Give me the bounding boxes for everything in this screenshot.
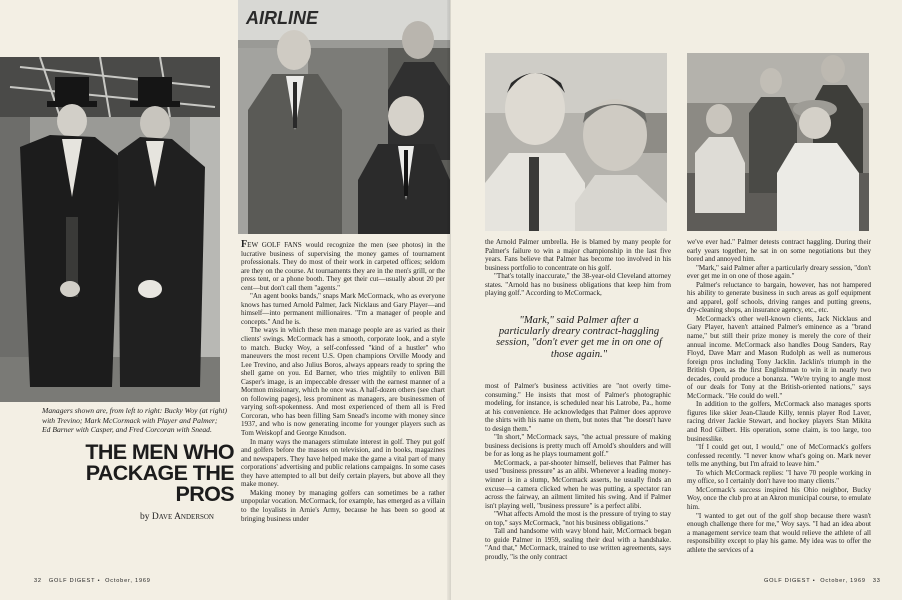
airline-sign: AIRLINE bbox=[246, 8, 318, 28]
right-page bbox=[451, 0, 902, 600]
article-column-2 bbox=[485, 238, 671, 298]
paragraph-18: "If I could get out, I would," one of McCormack's golfers confessed recently. "I never know what's going on. Mark never tells me anything, but I'm afraid to leave him." bbox=[687, 443, 871, 469]
paragraph-2: "An agent books bands," snaps Mark McCormack, who as everyone knows has turned Arnold Palmer, Jack Nicklaus and Gary Player—and himself—into permanent millionaires. "I'm a manager of people and concepts." And he is. bbox=[241, 292, 445, 326]
left-folio: 32 GOLF DIGEST • October, 1969 bbox=[34, 578, 151, 584]
paragraph-16: McCormack's other well-known clients, Jack Nicklaus and Gary Player, haven't attained Palmer's eminence as a "brand name," but still their prize money is merely the core of their annual income. McCormack also handles Doug Sanders, Ray Floyd, Dave Marr and Mason Rudolph as well as numerous foreign pros including Tony Jacklin. Jacklin's triumph in the British Open, as the first Englishman to win it in nearly two decades, could produce a bonanza. "We're trying to angle most of our deals for Tony at the British-oriented nations," says McCormack. "He could do well." bbox=[687, 314, 871, 400]
page-number: 33 bbox=[872, 578, 881, 584]
paragraph-21: "I wanted to get out of the golf shop because there wasn't enough challenge there for me," Woy says. "I had an idea about a management service team that would relieve the athlete of all responsibility except to play his game. My idea was to offer the athlete the services of a bbox=[687, 511, 871, 554]
magazine-name: GOLF DIGEST bbox=[764, 578, 811, 584]
issue-date: October, 1969 bbox=[105, 578, 151, 584]
magazine-name: GOLF DIGEST bbox=[48, 578, 96, 584]
paragraph-15: Palmer's reluctance to bargain, however, has not hampered his ability to generate business in such areas as golf equipment and apparel, golf schools, driving ranges and putting greens, dry-cleaning shops, an insurance agency, etc., etc. bbox=[687, 280, 871, 315]
issue-date: October, 1969 bbox=[820, 578, 866, 584]
byline bbox=[140, 512, 240, 522]
paragraph-13: we've ever had." Palmer detests contract haggling. During their early years together, he sat in on some negotiations but they bored and annoyed him. bbox=[687, 238, 871, 264]
pull-quote: "Mark," said Palmer after a particularly dreary contract-haggling session, "don't ever get me in on one of those again." bbox=[496, 315, 662, 360]
paragraph-5: Making money by managing golfers can sometimes be a rather unpopular vocation. McCormack, for example, has emerged as a villain to the loyalists in Arnie's Army, because he has been so good at bringing business under bbox=[241, 488, 445, 523]
right-folio: GOLF DIGEST • October, 1969 33 bbox=[764, 578, 881, 584]
paragraph-11: "What affects Arnold the most is the pressure of trying to stay on top," says McCormack, "not his business obligations." bbox=[485, 510, 671, 527]
article-headline: THE MEN WHO PACKAGE THE PROS bbox=[85, 440, 234, 506]
paragraph-17: In addition to the golfers, McCormack also manages sports figures like skier Jean-Claude Killy, tennis player Rod Laver, racing driver Jackie Stewart, and hockey players Stan Mikita and Rod Gilbert. His operation, some claim, is too large, too businesslike. bbox=[687, 400, 871, 443]
paragraph-19: To which McCormack replies: "I have 70 people working in my office, so I certainly don't have too many clients." bbox=[687, 468, 871, 486]
paragraph-1: FEW GOLF FANS would recognize the men (see photos) in the lucrative business of supervising the money games of tournament professionals. They do most of their work in carpeted offices; seldom are they on the course. At tournaments they are in the men's grill, or the press tent, or a phone booth. They get their cut—usually about 20 per cent—but don't call them "agents." bbox=[241, 239, 445, 292]
photo-corcoran-snead bbox=[0, 57, 220, 402]
paragraph-7: "That's totally inaccurate," the 38-year-old Cleveland attorney states. "Arnold has no business obligations that keep him from playing golf." According to McCormack, bbox=[485, 272, 671, 298]
paragraph-20: McCormack's success inspired his Ohio neighbor, Bucky Woy, once the club pro at an Akron municipal course, to emulate him. bbox=[687, 485, 871, 511]
paragraph-14: "Mark," said Palmer after a particularly dreary session, "don't ever get me in on one of those again." bbox=[687, 263, 871, 281]
paragraph-3: The ways in which these men manage people are as varied as their clients' swings. McCormack has a smooth, corporate look, and a style to match. Bucky Woy, a self-confessed "kind of a hustler" who maneuvers the most recent U.S. Open champions Orville Moody and Lee Trevino, and also Julius Boros, always appears ready to spring the shell game on you. Ed Barner, who tries mightily to enliven Bill Casper's image, is an impeccable dresser with the earnest manner of a Mormon missionary, which he once was. A half-dozen others (see chart on following pages), less prominent as managers, are businessmen of varying soft-spokenness. And most experienced of them all is Fred Corcoran, who has been filling Sam Snead's income with money since 1937, and who is now generating income for younger players such as Tom Weiskopf and George Knudson. bbox=[241, 326, 445, 438]
photo-mccormack-palmer bbox=[485, 53, 667, 231]
article-column-2b bbox=[485, 382, 671, 561]
byline-prefix: by bbox=[140, 512, 150, 522]
article-column-3 bbox=[687, 238, 871, 554]
article-column-1 bbox=[241, 241, 445, 523]
paragraph-10: McCormack, a par-shooter himself, believes that Palmer has used "business pressure" as an alibi. Whenever a leading money-winner is in a slump, McCormack asserts, he usually finds an excuse—a camera clicked when he was putting, a spectator ran across the fairway, an ailment limited his swing. And if Palmer isn't playing well, "business pressure" is a perfect alibi. bbox=[485, 458, 671, 510]
paragraph-8: most of Palmer's business activities are "not overly time-consuming." He insists that most of Palmer's photographic modeling, for instance, is scheduled near his Latrobe, Pa., home at his convenience. He acknowledges that Palmer does approve the shirts with his name on them, but notes that "he doesn't have to design them." bbox=[485, 382, 671, 433]
photo-barner-casper bbox=[238, 0, 450, 234]
page-number: 32 bbox=[34, 578, 42, 584]
photo-caption: Managers shown are, from left to right: Bucky Woy (at right) with Trevino; Mark McCormack with Player and Palmer; Ed Barner with Casper, and Fred Corcoran with Snead. bbox=[42, 406, 227, 435]
drop-cap: F bbox=[241, 239, 248, 250]
author-name: Dave Anderson bbox=[151, 512, 214, 522]
paragraph-12: Tall and handsome with wavy blond hair, McCormack began to guide Palmer in 1959, sealing their deal with a handshake. "And that," McCormack, trained to use written agreements, says proudly, "is the only contract bbox=[485, 527, 671, 561]
paragraph-4: In many ways the managers stimulate interest in golf. They put golf and golfers before the masses on television, and in books, magazines and newspapers. They have helped make the game a vital part of many corporations' advertising and public relations campaigns. In some cases they have attempted to all but deify certain players, but above all they make money. bbox=[241, 437, 445, 489]
paragraph-6: the Arnold Palmer umbrella. He is blamed by many people for Palmer's failure to win a major championship in the last five years. Fans believe that Palmer has become too involved in his business portfolio to concentrate on his golf. bbox=[485, 238, 671, 272]
photo-woy-trevino bbox=[687, 53, 869, 231]
paragraph-9: "In short," McCormack says, "the actual pressure of making business decisions is pretty much off Arnold's shoulders and will be for as long as he plays tournament golf." bbox=[485, 433, 671, 459]
